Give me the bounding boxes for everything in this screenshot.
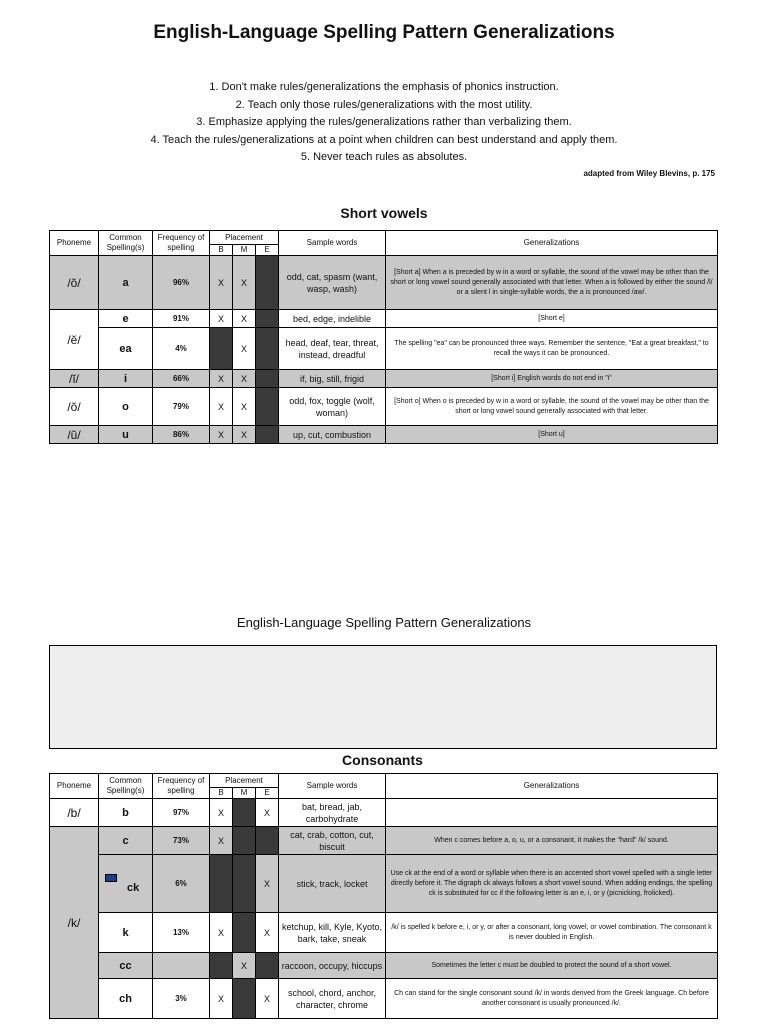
short-vowels-table [49, 230, 718, 444]
table-row [50, 953, 718, 979]
spelling-cell: u [99, 426, 153, 444]
principle-item: 4. Teach the rules/generalizations at a point when children can best understand and apply them. [150, 133, 618, 146]
samples-cell: up, cut, combustion [279, 426, 386, 444]
placement-m-cell [233, 799, 256, 827]
table-row [50, 827, 718, 855]
table-row [50, 913, 718, 953]
placement-b-cell [210, 328, 233, 370]
placement-m-cell: X [233, 328, 256, 370]
principle-item: 5. Never teach rules as absolutes. [300, 151, 468, 163]
placement-e-cell [256, 310, 279, 328]
spelling-cell: cc [99, 953, 153, 979]
frequency-cell: 91% [153, 310, 210, 328]
placement-e-cell [256, 388, 279, 426]
placement-b-cell: X [210, 913, 233, 953]
placement-b-cell [210, 953, 233, 979]
placement-m-cell: X [233, 310, 256, 328]
placement-m-header: M [233, 788, 256, 799]
table-row [50, 310, 718, 328]
page2-title: English-Language Spelling Pattern Generalizations [236, 615, 532, 630]
samples-cell: school, chord, anchor, character, chrome [279, 979, 386, 1019]
samples-cell: head, deaf, tear, threat, instead, dreadful [279, 328, 386, 370]
placement-e-cell [256, 827, 279, 855]
placement-e-cell: X [256, 979, 279, 1019]
generalization-cell: [Short a] When a is preceded by w in a word or syllable, the sound of the vowel may be other than the short or long vowel sound generally associated with that letter. When a is followed by either the sound /l/ or a silent l in single-syllable words, the a is pronounced /aw/. [386, 256, 718, 310]
generalizations-header: Generalizations [386, 231, 718, 256]
frequency-cell: 86% [153, 426, 210, 444]
table-row [50, 256, 718, 310]
attribution: adapted from Wiley Blevins, p. 175 [583, 169, 715, 178]
samples-header: Sample words [279, 774, 386, 799]
blank-panel [49, 645, 717, 749]
spelling-cell: k [99, 913, 153, 953]
frequency-header: Frequency of spelling [153, 774, 210, 799]
table-row [50, 370, 718, 388]
generalizations-header: Generalizations [386, 774, 718, 799]
spelling-cell: e [99, 310, 153, 328]
placement-e-header: E [256, 788, 279, 799]
principle-item: 1. Don't make rules/generalizations the emphasis of phonics instruction. [209, 81, 559, 93]
phoneme-cell: /ŏ/ [50, 388, 99, 426]
samples-cell: odd, fox, toggle (wolf, woman) [279, 388, 386, 426]
phoneme-cell: /ĕ/ [50, 310, 99, 370]
placement-e-cell: X [256, 913, 279, 953]
samples-cell: cat, crab, cotton, cut, biscuit [279, 827, 386, 855]
frequency-cell: 66% [153, 370, 210, 388]
frequency-cell: 73% [153, 827, 210, 855]
spelling-cell: i [99, 370, 153, 388]
samples-cell: ketchup, kill, Kyle, Kyoto, bark, take, sneak [279, 913, 386, 953]
placement-b-cell: X [210, 370, 233, 388]
spelling-header: Common Spelling(s) [99, 774, 153, 799]
placement-m-cell: X [233, 370, 256, 388]
placement-b-cell [210, 855, 233, 913]
samples-cell: bat, bread, jab, carbohydrate [279, 799, 386, 827]
generalization-cell: [Short o] When o is preceded by w in a word or syllable, the sound of the vowel may be other than the short or long vowel sound generally associated with that letter. [386, 388, 718, 426]
spelling-cell: o [99, 388, 153, 426]
generalization-cell: Sometimes the letter c must be doubled to protect the sound of a short vowel. [386, 953, 718, 979]
phoneme-cell: /ĭ/ [50, 370, 99, 388]
placement-b-cell: X [210, 426, 233, 444]
frequency-cell: 97% [153, 799, 210, 827]
frequency-cell: 79% [153, 388, 210, 426]
table-row [50, 426, 718, 444]
placement-m-cell [233, 913, 256, 953]
consonants-title: Consonants [50, 747, 715, 774]
document-title: English-Language Spelling Pattern Generalizations [153, 22, 615, 43]
table-row [50, 388, 718, 426]
placement-header: Placement [210, 774, 279, 788]
frequency-cell: 13% [153, 913, 210, 953]
generalization-cell: [Short u] [386, 426, 718, 444]
spelling-header: Common Spelling(s) [99, 231, 153, 256]
frequency-cell: 96% [153, 256, 210, 310]
placement-b-cell: X [210, 827, 233, 855]
phoneme-header: Phoneme [50, 231, 99, 256]
placement-m-cell [233, 979, 256, 1019]
samples-cell: odd, cat, spasm (want, wasp, wash) [279, 256, 386, 310]
table-row [50, 328, 718, 370]
placement-e-cell [256, 953, 279, 979]
placement-e-cell [256, 370, 279, 388]
samples-cell: stick, track, locket [279, 855, 386, 913]
placement-header: Placement [210, 231, 279, 245]
phoneme-cell: /k/ [50, 827, 99, 1019]
generalization-cell: Use ck at the end of a word or syllable when there is an accented short vowel spelled with a single letter directly before it. The digraph ck always follows a short vowel sound. When adding endings, the spelling ck is substituted for cc if the following letter is an e, i, or y (picnicking, frolicked). [386, 855, 718, 913]
placement-m-header: M [233, 245, 256, 256]
placement-b-header: B [210, 788, 233, 799]
generalization-cell: [Short i] English words do not end in "i" [386, 370, 718, 388]
placement-m-cell: X [233, 953, 256, 979]
short-vowels-title: Short vowels [340, 205, 428, 221]
placement-m-cell: X [233, 388, 256, 426]
phoneme-header: Phoneme [50, 774, 99, 799]
placement-e-cell: X [256, 855, 279, 913]
phoneme-cell: /ŏ/ [50, 256, 99, 310]
samples-header: Sample words [279, 231, 386, 256]
table-row [50, 799, 718, 827]
principle-item: 2. Teach only those rules/generalizations with the most utility. [235, 98, 533, 111]
frequency-cell: 3% [153, 979, 210, 1019]
generalization-cell: When c comes before a, o, u, or a consonant, it makes the "hard" /k/ sound. [386, 827, 718, 855]
placement-e-cell [256, 256, 279, 310]
phoneme-cell: /b/ [50, 799, 99, 827]
placement-m-cell: X [233, 426, 256, 444]
principles-list [0, 79, 768, 167]
generalization-cell: The spelling "ea" can be pronounced three ways. Remember the sentence, "Eat a great breakfast," to recall the ways it can be pronounced. [386, 328, 718, 370]
samples-cell: bed, edge, indelible [279, 310, 386, 328]
note-icon [105, 874, 117, 882]
placement-b-header: B [210, 245, 233, 256]
placement-e-cell [256, 426, 279, 444]
placement-e-cell: X [256, 799, 279, 827]
table-row [50, 855, 718, 913]
spelling-text: ck [127, 881, 140, 894]
placement-b-cell: X [210, 310, 233, 328]
phoneme-cell: /ŭ/ [50, 426, 99, 444]
placement-b-cell: X [210, 256, 233, 310]
samples-cell: raccoon, occupy, hiccups [279, 953, 386, 979]
generalization-cell [386, 799, 718, 827]
placement-m-cell [233, 855, 256, 913]
samples-cell: if, big, still, frigid [279, 370, 386, 388]
spelling-cell: ea [99, 328, 153, 370]
generalization-cell: Ch can stand for the single consonant sound /k/ in words derived from the Greek language. Ch before another consonant is usually pronounced /k/. [386, 979, 718, 1019]
frequency-cell: 4% [153, 328, 210, 370]
spelling-cell: b [99, 799, 153, 827]
spelling-cell: c [99, 827, 153, 855]
placement-b-cell: X [210, 799, 233, 827]
generalization-cell: [Short e] [386, 310, 718, 328]
placement-e-header: E [256, 245, 279, 256]
placement-b-cell: X [210, 979, 233, 1019]
frequency-cell: 6% [153, 855, 210, 913]
principle-item: 3. Emphasize applying the rules/generalizations rather than verbalizing them. [196, 116, 572, 128]
spelling-cell: a [99, 256, 153, 310]
generalization-cell: /k/ is spelled k before e, i, or y, or after a consonant, long vowel, or vowel combination. The consonant k is never doubled in English. [386, 913, 718, 953]
frequency-header: Frequency of spelling [153, 231, 210, 256]
spelling-cell [99, 855, 153, 913]
frequency-cell [153, 953, 210, 979]
placement-b-cell: X [210, 388, 233, 426]
spelling-cell: ch [99, 979, 153, 1019]
consonants-table [49, 773, 718, 1019]
placement-m-cell: X [233, 256, 256, 310]
placement-e-cell [256, 328, 279, 370]
placement-m-cell [233, 827, 256, 855]
table-row [50, 979, 718, 1019]
